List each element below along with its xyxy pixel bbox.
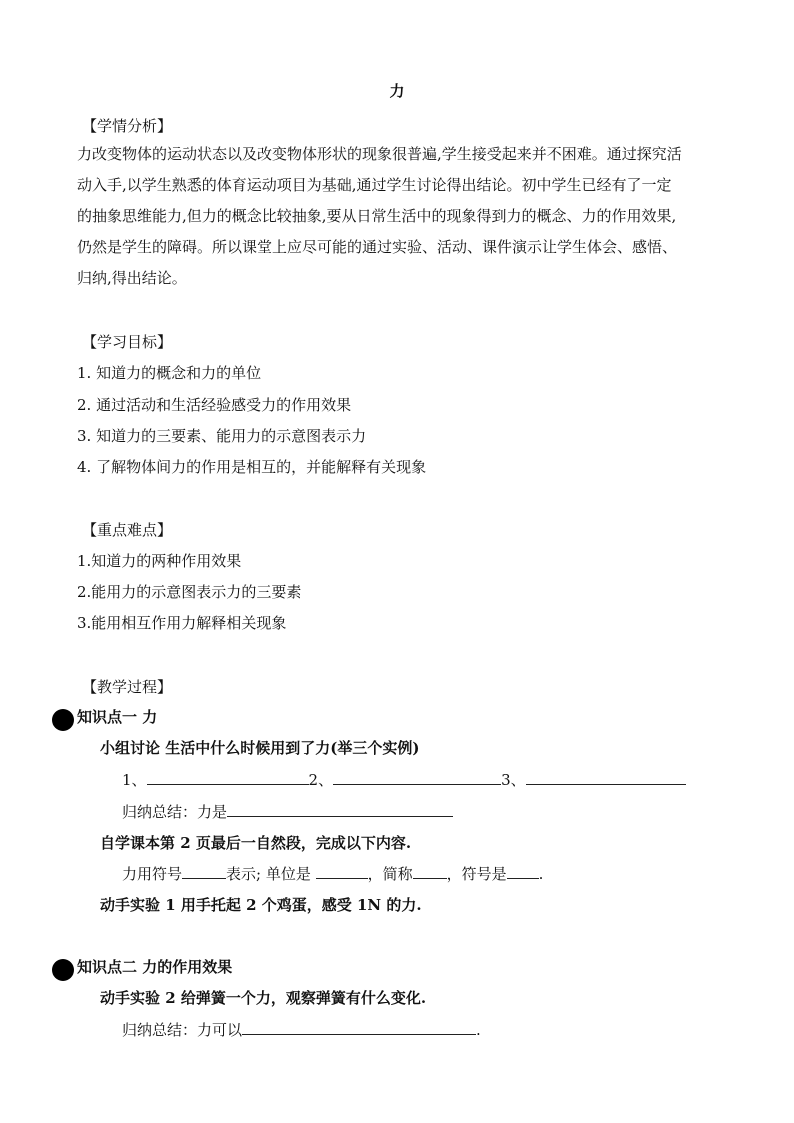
answer-blank-1[interactable] (147, 770, 309, 785)
analysis-line: 的抽象思维能力,但力的概念比较抽象,要从日常生活中的现象得到力的概念、力的作用效果, (77, 207, 677, 225)
hands-on-experiment-2: 动手实验 2 给弹簧一个力，观察弹簧有什么变化. (100, 989, 427, 1007)
keypoints-heading: 【重点难点】 (82, 521, 173, 539)
objectives-heading: 【学习目标】 (82, 333, 173, 351)
unit-symbol-text: ，符号是 (446, 865, 507, 883)
keypoint-item: 3.能用相互作用力解释相关现象 (77, 614, 287, 632)
answer-blank-abbrev[interactable] (413, 864, 447, 879)
answer-blank-3[interactable] (526, 770, 686, 785)
analysis-paragraph (77, 139, 727, 294)
analysis-heading: 【学情分析】 (82, 117, 173, 135)
knowledge-point-2-title: 知识点二 力的作用效果 (77, 958, 233, 976)
objective-item: 1. 知道力的概念和力的单位 (77, 364, 262, 382)
process-heading: 【教学过程】 (82, 678, 173, 696)
answer-blank-symbol[interactable] (182, 864, 226, 879)
self-study-instruction: 自学课本第 2 页最后一自然段，完成以下内容. (100, 834, 412, 852)
period-text: . (538, 865, 544, 883)
period-text: . (476, 1021, 481, 1039)
summary-label: 归纳总结：力可以 (122, 1021, 243, 1039)
blank-label-2: 2、 (308, 771, 334, 789)
blank-label-1: 1、 (122, 771, 147, 789)
blank-label-3: 3、 (501, 771, 526, 789)
abbrev-text: ，简称 (367, 865, 413, 883)
summary-force-definition (122, 801, 453, 822)
analysis-line: 仍然是学生的障碍。所以课堂上应尽可能的通过实验、活动、课件演示让学生体会、感悟、 (77, 238, 678, 256)
answer-blank-2[interactable] (333, 770, 501, 785)
summary-label: 归纳总结：力是 (122, 803, 228, 821)
group-discussion: 小组讨论 生活中什么时候用到了力(举三个实例) (100, 739, 420, 757)
objective-item: 4. 了解物体间力的作用是相互的，并能解释有关现象 (77, 458, 427, 476)
analysis-line: 动入手,以学生熟悉的体育运动项目为基础,通过学生讨论得出结论。初中学生已经有了一定 (77, 176, 672, 194)
answer-blank-unit[interactable] (316, 864, 368, 879)
unit-text: 表示; 单位是 (226, 865, 316, 883)
objective-item: 3. 知道力的三要素、能用力的示意图表示力 (77, 427, 367, 445)
answer-blank-unit-symbol[interactable] (507, 864, 539, 879)
analysis-line: 力改变物体的运动状态以及改变物体形状的现象很普遍,学生接受起来并不困难。通过探究活 (77, 145, 682, 163)
objective-item: 2. 通过活动和生活经验感受力的作用效果 (77, 396, 352, 414)
bullet-dot-icon (52, 959, 74, 981)
page-title: 力 (389, 82, 405, 100)
keypoint-item: 1.知道力的两种作用效果 (77, 552, 242, 570)
symbol-text: 力用符号 (122, 865, 183, 883)
examples-blanks (122, 769, 686, 790)
symbol-unit-line (122, 863, 543, 884)
knowledge-point-1-title: 知识点一 力 (77, 708, 158, 726)
analysis-line: 归纳,得出结论。 (77, 269, 187, 287)
answer-blank-definition[interactable] (227, 802, 453, 817)
answer-blank-effect[interactable] (242, 1020, 476, 1035)
bullet-dot-icon (52, 709, 74, 731)
summary-force-effect (122, 1019, 481, 1040)
keypoint-item: 2.能用力的示意图表示力的三要素 (77, 583, 302, 601)
hands-on-experiment-1: 动手实验 1 用手托起 2 个鸡蛋，感受 1N 的力. (100, 896, 422, 914)
